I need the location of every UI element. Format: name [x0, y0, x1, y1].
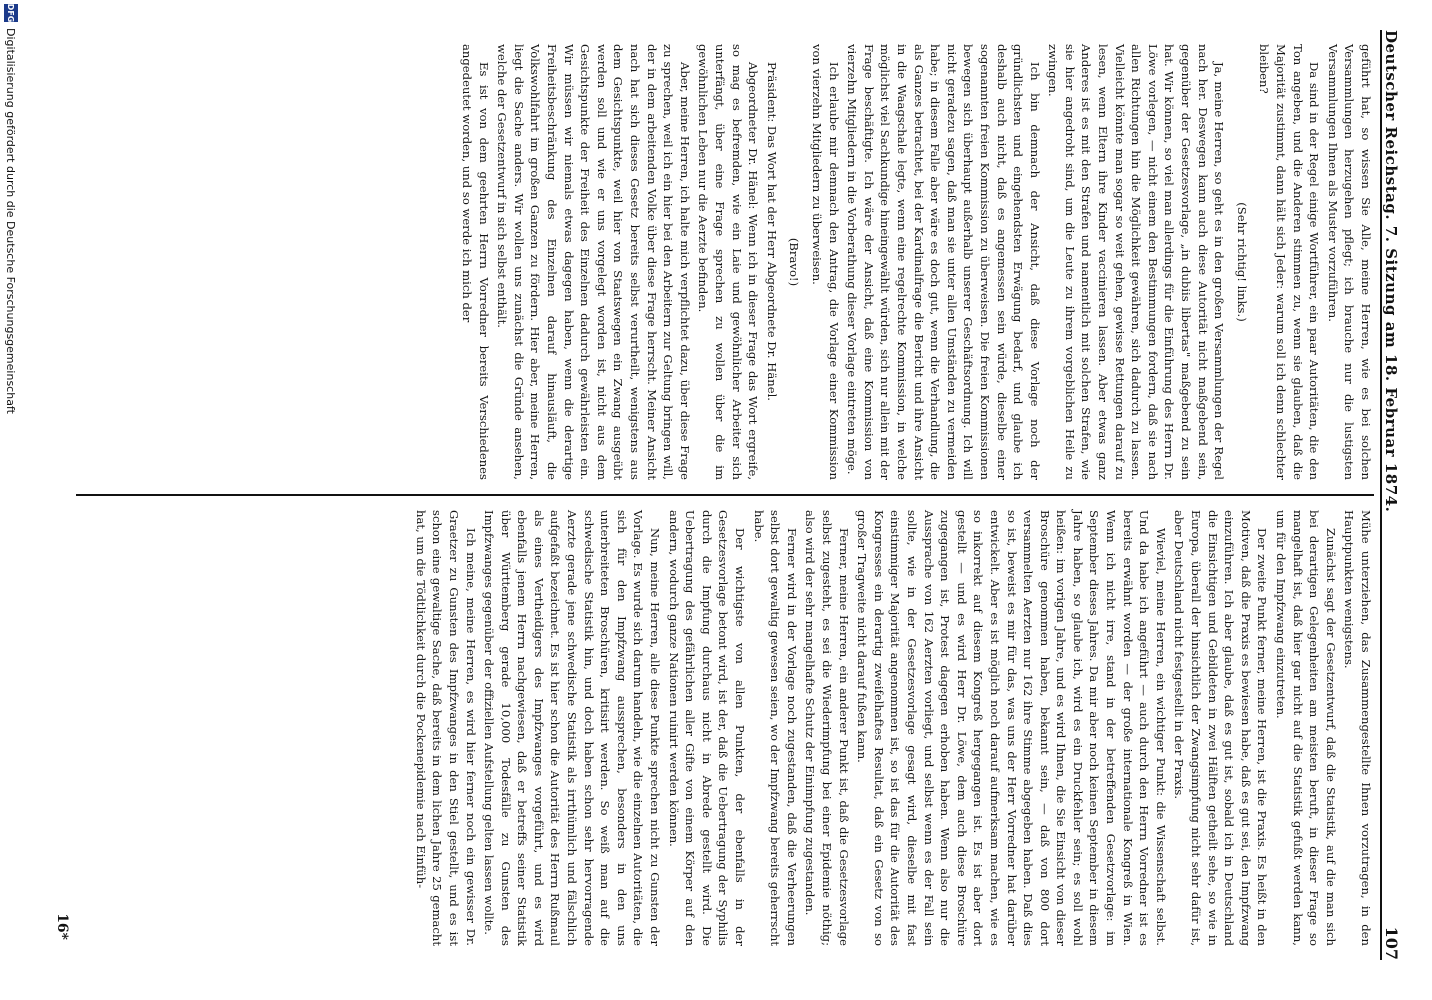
paragraph: (Bravo!)	[787, 237, 802, 287]
paragraph: Präsident: Das Wort hat der Herr Abgeordnete Dr. Hänel.	[764, 62, 779, 401]
right-column	[76, 496, 1374, 960]
paragraph: (Sehr richtig! links.)	[1234, 202, 1249, 322]
paragraph: Nun, meine Herren, alle diese Punkte sprechen nicht zu Gunsten der Vorlage. Es wurde sich darum handeln, wie die einzelnen Autoritäten, die sich für den Impfzwang aussprechen, besonders in den uns unterbreiteten Broschüren, kritisirt werden. So weiß man auf die schwedische Statistik hin, und doch haben schon sehr hervorragende Aerzte gerade jene schwedische Statistik als irrthümlich und fälschlich aufgefaßt bezeichnet. Es ist hier schon die Autorität des Herrn Rußmaul als eines Vertheidigers des Impfzwanges vorgeführt, und es wird ebenfalls jenem Herrn nachgewiesen, daß er betreffs seiner Statistik über Württemberg gerade 10,000 Todesfälle zu Gunsten des Impfzwanges gegenüber der offiziellen Aufstellung gelten lassen wollte.	[482, 510, 663, 946]
paragraph: Ich erlaube mir demnach den Antrag, die Vorlage einer Kommission von vierzehn Mitgliedern zu überweisen.	[810, 44, 841, 480]
paragraph: Zunächst sagt der Gesetzentwurf, daß die Statistik, auf die man sich bei derartigen Gelegenheiten am meisten beruft, in dieser Frage so mangelhaft ist, daß hier gar nicht auf die Statistik gefußt werden kann, um für den Impfzwang einzutreten.	[1274, 510, 1338, 946]
paragraph: Der wichtigste von allen Punkten, der ebenfalls in der Gesetzesvorlage betont wird, ist der, daß die Uebertragung der Syphilis durch die Impfung durchaus nicht in Abrede gestellt wird. Die Uebertragung des gefährlichen aller Gifte von einem Körper auf den andern, wodurch ganze Nationen ruinirt werden können.	[666, 510, 748, 946]
left-column	[76, 30, 1374, 494]
paragraph: Ferner, meine Herren, ein anderer Punkt ist, daß die Gesetzesvorlage selbst zugesteht, es sei die Wiederimpfung bei einer Epidemie nöthig; also wird der sehr mangelhafte Schutz der Einimpfung zugestanden.	[803, 510, 851, 946]
paragraph: Wieviel, meine Herren, ein wichtiger Punkt: die Wissenschaft selbst. Und da habe ich angeführt — auch durch den Herrn Vorredner ist es bereits erwähnt worden — der große internationale Kongreß in Wien. Wenn ich nicht irre, stand in der betreffenden Gesetzvorlage: im September dieses Jahres. Da mir aber noch keinen September in diesem Jahre haben, so glaube ich, wird es ein Druckfehler sein; es soll wohl heißen: im vorigen Jahre, und es wird Ihnen, die Sie Einsicht von dieser Broschüre genommen haben, bekannt sein, — daß von 800 dort versammelten Aerzten nur 162 ihre Stimme abgegeben haben. Daß dies so ist, beweist es mir für das, was uns der Herr Vorredner hat darüber entwickelt. Aber es ist möglich noch darauf aufmerksam machen, wie es so inkorrekt auf diesem Kongreß hergegangen ist. Es ist aber dort gestellt — und es wird Herr Dr. Löwe, dem auch diese Broschüre zugegangen ist, Protest dagegen erhoben haben. Wenn also nur die Aussprache von 162 Aerzten vorliegt, und selbst wenn es der Fall sein sollte, wie in der Gesetzesvorlage gesagt wird, dieselbe mit fast einstimmiger Majorität angenommen ist, so ist das für die Autorität des Kongresses ein derartig zweifelhaftes Resultat, daß ein Gesetz von so großer Tragweite nicht darauf fußen kann.	[855, 510, 1168, 946]
paragraph: Abgeordneter Dr. Hänel: Wenn ich in dieser Frage das Wort ergreife, so mag es befremden, wie ein Laie und gewöhnlicher Arbeiter sich unterfängt, über eine Frage sprechen zu wollen über die im gewöhnlichen Leben nur die Aerzte befinden.	[696, 44, 761, 480]
page-number: 107	[1382, 926, 1401, 960]
paragraph: Ferner wird in der Vorlage noch zugestanden, daß die Verheerungen selbst dort gewaltig gewesen seien, wo der Impfzwang bereits geherrscht habe.	[751, 510, 799, 946]
digitization-footer	[0, 0, 22, 1000]
paragraph: Ja, meine Herren, so geht es in den großen Versammlungen der Regel nach her. Deswegen kann auch diese Autorität nicht maßgebend sein, gegenüber der Gesetzesvorlage, „in dubiis libertas" maßgebend zu sein hat. Wir können, so viel man allerdings für die Einführung des Herrn Dr. Löwe vorlegen, — nicht einem den Bestimmungen fordern, daß sie nach allen Richtungen hin die Möglichkeit gewähren, sich dadurch zu lassen. Vielleicht könnte man sogar so weit gehen, gewisse Rettungen darauf zu lesen, wenn Eltern ihre Kinder vaccinieren lassen. Aber etwas ganz Anderes ist es mit den Strafen und namentlich mit solchen Strafen, wie sie hier angedroht sind, um die Leute zu ihrem vorgeblichen Heile zu zwingen.	[1046, 44, 1227, 480]
paragraph: Ich bin demnach der Ansicht, daß diese Vorlage noch der gründlichsten und eingehendsten Erwägung bedarf, und glaube ich deshalb auch nicht, daß es angemessen sein würde, dieselbe einer sogenannten freien Kommission zu überweisen. Die freien Kommissionen bewegen sich überhaupt außerhalb unserer Geschäftsordnung. Ich will nicht geradezu sagen, daß man sie unter allen Umständen zu vermeiden habe; in diesem Falle aber wäre es doch gut, wenn die Verhandlung, die als Ganzes betrachtet, bei der Kardinalfrage die Bericht und ihre Ansicht in die Waagschale legte, wenn eine regelrechte Kommission, in welche möglichst viel Sachkundige hineingewählt würden, sich nur allein mit der Frage beschäftigte. Ich wäre der Ansicht, daß eine Kommission von vierzehn Mitgliedern in die Vorberathung dieser Vorlage eintreten möge.	[845, 44, 1042, 480]
paragraph: Der zweite Punkt ferner, meine Herren, ist die Praxis. Es heißt in den Motiven, daß die Praxis es bewiesen habe, daß es gut sei, den Impfzwang einzuführen. Ich aber glaube, daß es gut ist, sobald ich in Deutschland die Einsichtigen und Gebildeten in zwei Hälften getheilt sehe, so wie in Europa, überall der hinsichtlich der Zwangsimpfung nicht sehr dafür ist, aber Deutschland nicht festgestellt in der Praxis.	[1172, 510, 1270, 946]
paragraph: Ich meine, meine Herren, es wird hier ferner noch ein gewisser Dr. Graetzer zu Gunsten des Impfzwanges in den Stiel gestellt, und es ist schon eine gewaltige Sache, daß bereits in dem lichen Jahre 25 gemacht hat, um die Tödtlichkeit durch die Pockenepidemie nach Einfüh-	[413, 510, 478, 946]
running-title: Deutscher Reichstag. 7. Sitzung am 18. Februar 1874.	[1382, 30, 1400, 513]
digitization-credit: Digitalisierung gefördert durch die Deutsche Forschungsgemeinschaft	[4, 28, 18, 414]
paragraph: Es ist von dem geehrten Herrn Vorredner bereits Verschiedenes angedeutet worden, und so werde ich mich der	[460, 44, 491, 480]
paragraph: Mühe unterziehen, das Zusammengestellte Ihnen vorzutragen, in den Hauptpunkten wenigstens.	[1342, 510, 1373, 946]
paragraph: Da sind in der Regel einige Wortführer, ein paar Autoritäten, die den Ton angeben, und die Anderen stimmen zu, wenn sie glauben, daß die Majorität zustimmt, dann hält sich Jeder: warum soll ich denn schlechter bleiben?	[1257, 44, 1322, 480]
dfg-logo-icon: DFG	[4, 4, 18, 22]
paragraph: Aber, meine Herren, ich halte mich verpflichtet dazu, über diese Frage zu sprechen, weil ich ein hier bei den Arbeitern zur Geltung bringen will, der in dem arbeitenden Volke über diese Frage herrscht. Meiner Ansicht nach hat sich dieses Gesetz bereits selbst verurtheilt, wenigstens aus dem Gesichtspunkte, weil hier von Staatswegen ein Zwang ausgeübt werden soll und wie er uns vorgelegt worden ist, nicht aus dem Gesichtspunkte der Freiheit des Einzelnen dadurch gewährleisten ein. Wir müssen wir niemals etwas dagegen haben, wenn die derartige Freiheitsbeschränkung des Einzelnen darauf hinausläuft, die Volkswohlfahrt im großen Ganzen zu fördern. Hier aber, meine Herren, liegt die Sache anders. Wir wollen uns zunächst die Gründe ansehen, welche der Gesetzentwurf in sich selbst enthält.	[495, 44, 692, 480]
text-columns	[76, 30, 1374, 960]
signature-mark: 16*	[54, 913, 70, 940]
running-header	[1380, 30, 1412, 960]
paragraph: geführt hat, so wissen Sie Alle, meine Herren, wie es bei solchen Versammlungen herzugehen pflegt; ich brauche nur die lustigsten Versammlungen Ihnen als Muster vorzuführen.	[1325, 44, 1373, 480]
